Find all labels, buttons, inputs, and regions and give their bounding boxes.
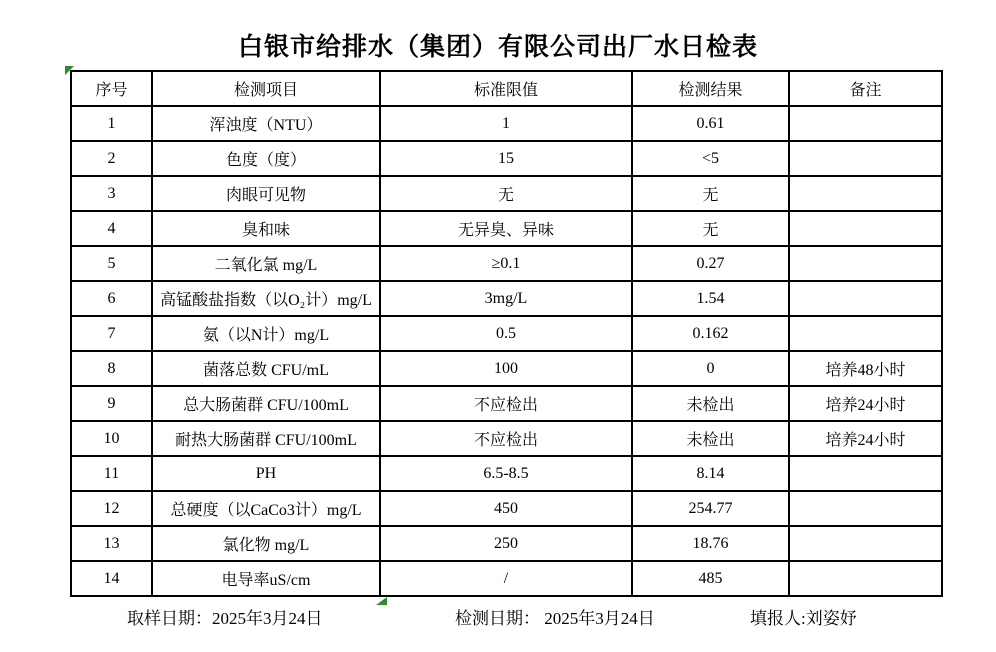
cell-seq: 14 — [71, 561, 152, 596]
page-title: 白银市给排水（集团）有限公司出厂水日检表 — [237, 34, 758, 61]
cell-result: 8.14 — [632, 456, 789, 491]
cell-seq: 13 — [71, 526, 152, 561]
cell-item: 电导率uS/cm — [152, 561, 380, 596]
cell-remark: 培养24小时 — [789, 421, 942, 456]
cell-seq: 12 — [71, 491, 152, 526]
cell-standard: 0.5 — [380, 316, 632, 351]
header-row — [71, 71, 942, 106]
reporter-name: 填报人:刘姿妤 — [750, 609, 857, 628]
cell-remark: 培养24小时 — [789, 386, 942, 421]
cell-standard: 250 — [380, 526, 632, 561]
cell-item: 总硬度（以CaCo3计）mg/L — [152, 491, 380, 526]
cell-remark — [789, 491, 942, 526]
column-header-item: 检测项目 — [152, 71, 380, 106]
cell-remark: 培养48小时 — [789, 351, 942, 386]
cell-result: 0.162 — [632, 316, 789, 351]
cell-item: 肉眼可见物 — [152, 176, 380, 211]
cell-remark — [789, 456, 942, 491]
table-row — [71, 351, 942, 386]
cell-item: 色度（度） — [152, 141, 380, 176]
cell-item: 臭和味 — [152, 211, 380, 246]
inspection-table — [70, 70, 943, 597]
table-row — [71, 211, 942, 246]
cell-standard: 不应检出 — [380, 421, 632, 456]
cell-remark — [789, 176, 942, 211]
cell-result: 254.77 — [632, 491, 789, 526]
cell-item: 二氧化氯 mg/L — [152, 246, 380, 281]
cell-seq: 1 — [71, 106, 152, 141]
cell-seq: 6 — [71, 281, 152, 316]
table-row — [71, 281, 942, 316]
cell-item: 耐热大肠菌群 CFU/100mL — [152, 421, 380, 456]
table-row — [71, 141, 942, 176]
table-row — [71, 456, 942, 491]
cell-item: 氨（以N计）mg/L — [152, 316, 380, 351]
table-row — [71, 246, 942, 281]
cell-result: 无 — [632, 176, 789, 211]
cell-item: 高锰酸盐指数（以O₂计）mg/L — [152, 281, 380, 316]
cell-standard: 100 — [380, 351, 632, 386]
test-date: 检测日期： 2025年3月24日 — [455, 609, 655, 628]
cell-remark — [789, 316, 942, 351]
cell-seq: 11 — [71, 456, 152, 491]
cell-item: 氯化物 mg/L — [152, 526, 380, 561]
cell-remark — [789, 246, 942, 281]
cell-result: 18.76 — [632, 526, 789, 561]
cell-result: 0 — [632, 351, 789, 386]
cell-item: 菌落总数 CFU/mL — [152, 351, 380, 386]
cell-result: 无 — [632, 211, 789, 246]
cell-standard: / — [380, 561, 632, 596]
table-row — [71, 106, 942, 141]
cell-seq: 10 — [71, 421, 152, 456]
cell-result: 未检出 — [632, 421, 789, 456]
table-row — [71, 526, 942, 561]
cell-standard: 无异臭、异味 — [380, 211, 632, 246]
table-row — [71, 421, 942, 456]
table-row — [71, 316, 942, 351]
cell-remark — [789, 561, 942, 596]
cell-seq: 5 — [71, 246, 152, 281]
cell-standard: ≥0.1 — [380, 246, 632, 281]
cell-item: 浑浊度（NTU） — [152, 106, 380, 141]
cell-result: 0.61 — [632, 106, 789, 141]
cell-remark — [789, 106, 942, 141]
cell-seq: 4 — [71, 211, 152, 246]
cell-seq: 9 — [71, 386, 152, 421]
cell-seq: 8 — [71, 351, 152, 386]
cell-result: 1.54 — [632, 281, 789, 316]
cell-remark — [789, 211, 942, 246]
cell-standard: 无 — [380, 176, 632, 211]
cell-result: <5 — [632, 141, 789, 176]
column-header-remark: 备注 — [789, 71, 942, 106]
cell-result: 0.27 — [632, 246, 789, 281]
cell-item: 总大肠菌群 CFU/100mL — [152, 386, 380, 421]
cell-result: 485 — [632, 561, 789, 596]
sampling-date: 取样日期：2025年3月24日 — [127, 609, 323, 628]
cell-standard: 15 — [380, 141, 632, 176]
cell-item: PH — [152, 456, 380, 491]
cell-result: 未检出 — [632, 386, 789, 421]
cell-standard: 3mg/L — [380, 281, 632, 316]
cell-remark — [789, 281, 942, 316]
cell-standard: 450 — [380, 491, 632, 526]
column-header-standard: 标准限值 — [380, 71, 632, 106]
cell-seq: 3 — [71, 176, 152, 211]
table-row — [71, 491, 942, 526]
cell-remark — [789, 526, 942, 561]
cell-standard: 6.5-8.5 — [380, 456, 632, 491]
cell-standard: 1 — [380, 106, 632, 141]
table-row — [71, 176, 942, 211]
table-row — [71, 561, 942, 596]
cell-remark — [789, 141, 942, 176]
green-cell-marker-icon — [376, 597, 387, 605]
cell-seq: 7 — [71, 316, 152, 351]
cell-standard: 不应检出 — [380, 386, 632, 421]
column-header-result: 检测结果 — [632, 71, 789, 106]
column-header-seq: 序号 — [71, 71, 152, 106]
table-row — [71, 386, 942, 421]
cell-seq: 2 — [71, 141, 152, 176]
